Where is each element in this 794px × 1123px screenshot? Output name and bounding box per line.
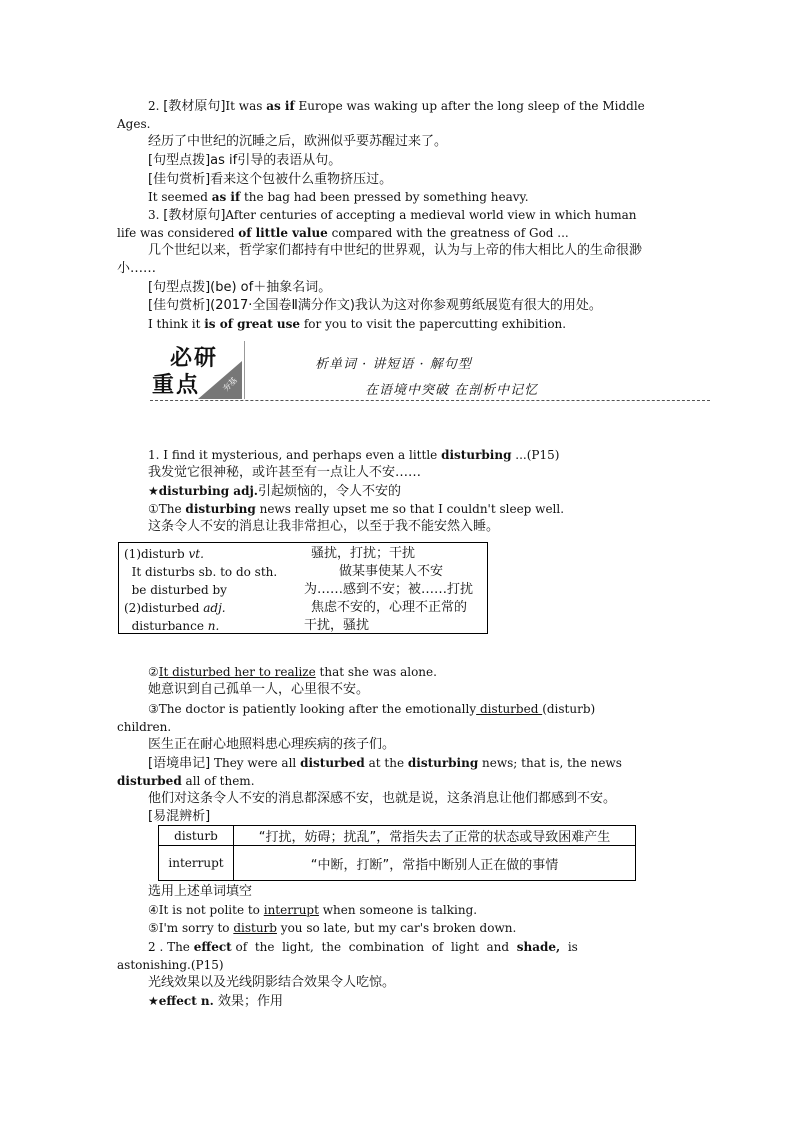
w1-fill-instruction: 选用上述单词填空	[148, 884, 253, 899]
banner-title-top: 必研	[170, 346, 219, 371]
s3-example-en: I think it is of great use for you to visit the papercutting exhibition.	[148, 317, 567, 331]
w1-heading-cn: 我发觉它很神秘，或许甚至有一点让人不安……	[148, 465, 422, 480]
banner-badge	[150, 341, 240, 399]
compare-word: interrupt	[159, 846, 234, 881]
word-family-box	[118, 542, 488, 634]
w1-fill-4: ④It is not polite to interrupt when someone is talking.	[148, 903, 478, 917]
w1-compare-tag: [易混辨析]	[148, 809, 211, 824]
w1-example-3-line2: children.	[117, 720, 172, 734]
w1-definition: ★disturbing adj.引起烦恼的，令人不安的	[148, 484, 402, 499]
s3-translation-line2: 小……	[117, 261, 157, 276]
box-row-1: (1)disturb vt.	[124, 547, 204, 561]
banner-tag: 夯基	[221, 375, 239, 394]
w1-example-1-cn: 这条令人不安的消息让我非常担心，以至于我不能安然入睡。	[148, 519, 500, 534]
s2-translation: 经历了中世纪的沉睡之后，欧洲似乎要苏醒过来了。	[148, 134, 448, 149]
w2-heading: 2 . The effect of the light, the combination of light and shade, is	[148, 940, 578, 954]
box-row-4: (2)disturbed adj.	[124, 601, 226, 615]
compare-table	[158, 825, 636, 881]
w1-context-line2: disturbed all of them.	[117, 774, 255, 788]
w1-context: [语境串记] They were all disturbed at the disturbing news; that is, the news	[148, 756, 622, 771]
box-row-2: It disturbs sb. to do sth.	[124, 565, 278, 579]
compare-desc: “打扰，妨碍；扰乱”，常指失去了正常的状态或导致困难产生	[234, 826, 636, 846]
w1-context-cn: 他们对这条令人不安的消息都深感不安，也就是说，这条消息让他们都感到不安。	[148, 791, 617, 806]
compare-word: disturb	[159, 826, 234, 846]
s2-example-cn: [佳句赏析]看来这个包被什么重物挤压过。	[148, 172, 393, 187]
section-banner	[150, 341, 710, 403]
w1-example-2: ②It disturbed her to realize that she was alone.	[148, 665, 437, 679]
s2-tip: [句型点拨]as if引导的表语从句。	[148, 153, 342, 168]
s3-original-line1: 3. [教材原句]After centuries of accepting a medieval world view in which human	[148, 208, 637, 223]
s2-example-en: It seemed as if the bag had been pressed by something heavy.	[148, 190, 529, 204]
w2-definition: ★effect n. 效果；作用	[148, 994, 283, 1009]
box-row-3-cn: 为……感到不安；被……打扰	[304, 582, 474, 597]
box-row-5-cn: 干扰，骚扰	[304, 618, 370, 633]
w1-fill-5: ⑤I'm sorry to disturb you so late, but my car's broken down.	[148, 921, 517, 935]
star-icon: ★	[148, 994, 159, 1008]
banner-title-bottom: 重点	[152, 373, 201, 398]
w1-example-3-cn: 医生正在耐心地照料患心理疾病的孩子们。	[148, 737, 396, 752]
w2-heading-line2: astonishing.(P15)	[117, 958, 224, 972]
banner-dashed-rule	[150, 400, 710, 401]
banner-divider	[244, 341, 245, 399]
s3-tip: [句型点拨](be) of＋抽象名词。	[148, 280, 332, 295]
s2-original-line1: 2. [教材原句]It was as if Europe was waking up after the long sleep of the Middle	[148, 99, 645, 114]
box-row-4-cn: 焦虑不安的，心理不正常的	[311, 600, 468, 615]
w1-heading: 1. I find it mysterious, and perhaps even a little disturbing ...(P15)	[148, 448, 560, 462]
box-row-1-cn: 骚扰，打扰；干扰	[311, 546, 416, 561]
w2-heading-cn: 光线效果以及光线阴影结合效果令人吃惊。	[148, 975, 396, 990]
banner-slogan-2: 在语境中突破 在剖析中记忆	[365, 383, 539, 398]
w1-example-3: ③The doctor is patiently looking after the emotionally disturbed (disturb)	[148, 702, 596, 716]
banner-slogan-1: 析单词 · 讲短语 · 解句型	[315, 357, 472, 372]
box-row-5: disturbance n.	[124, 619, 220, 633]
w1-example-2-cn: 她意识到自己孤单一人，心里很不安。	[148, 682, 370, 697]
box-row-2-cn: 做某事使某人不安	[339, 564, 444, 579]
s3-example-cn: [佳句赏析](2017·全国卷Ⅱ满分作文)我认为这对你参观剪纸展览有很大的用处。	[148, 298, 602, 313]
table-row	[159, 826, 636, 846]
s2-original-line2: Ages.	[117, 117, 151, 131]
s3-original-line2: life was considered of little value compared with the greatness of God ...	[117, 226, 569, 240]
w1-example-1: ①The disturbing news really upset me so that I couldn't sleep well.	[148, 502, 565, 516]
box-row-3: be disturbed by	[124, 583, 227, 597]
compare-desc: “中断，打断”，常指中断别人正在做的事情	[234, 846, 636, 881]
table-row	[159, 846, 636, 881]
s3-translation-line1: 几个世纪以来，哲学家们都持有中世纪的世界观，认为与上帝的伟大相比人的生命很渺	[148, 243, 643, 258]
star-icon: ★	[148, 484, 159, 498]
